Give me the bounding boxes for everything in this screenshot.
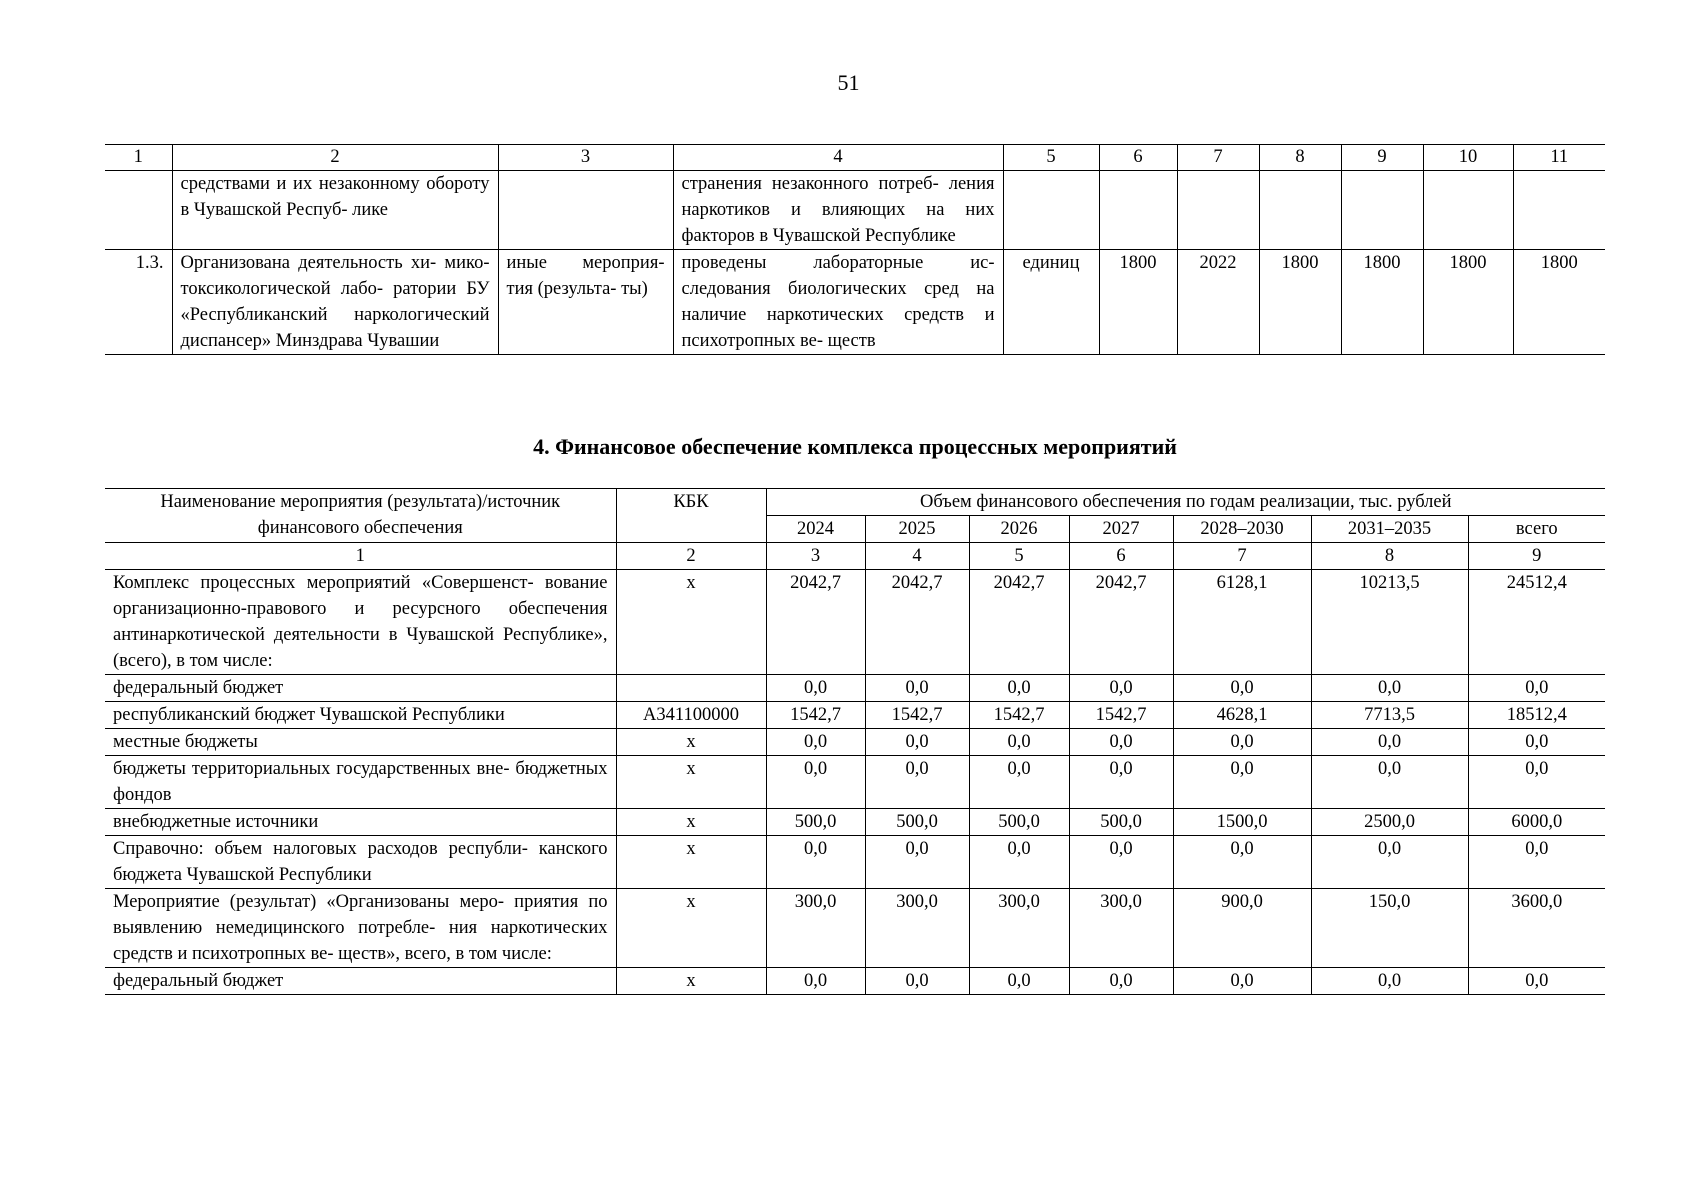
source-name: Мероприятие (результат) «Организованы меро- приятия по выявлению немедицинского потребле- ния наркотических средств и психотропных ве- ществ», всего, в том числе: <box>105 889 616 968</box>
column-number: 9 <box>1468 543 1605 570</box>
amount-cell: 0,0 <box>1069 675 1173 702</box>
column-number-row <box>105 145 1605 171</box>
amount-cell: 0,0 <box>969 968 1069 995</box>
value-8 <box>1259 171 1341 250</box>
value-9 <box>1341 171 1423 250</box>
column-number: 6 <box>1069 543 1173 570</box>
event-result: странения незаконного потреб- ления наркотиков и влияющих на них факторов в Чувашской Республике <box>673 171 1003 250</box>
kbk-code: x <box>616 968 766 995</box>
header-kbk: КБК <box>616 489 766 543</box>
amount-cell: 0,0 <box>969 756 1069 809</box>
table-row <box>105 809 1605 836</box>
value-9: 1800 <box>1341 250 1423 355</box>
amount-cell: 0,0 <box>1468 756 1605 809</box>
amount-cell: 300,0 <box>969 889 1069 968</box>
column-number: 9 <box>1341 145 1423 171</box>
amount-cell: 500,0 <box>766 809 865 836</box>
amount-cell: 0,0 <box>1468 968 1605 995</box>
column-number: 11 <box>1513 145 1605 171</box>
amount-cell: 0,0 <box>1468 675 1605 702</box>
amount-cell: 0,0 <box>766 836 865 889</box>
kbk-code <box>616 675 766 702</box>
kbk-code: x <box>616 836 766 889</box>
amount-cell: 1542,7 <box>766 702 865 729</box>
event-result: проведены лабораторные ис- следования биологических сред на наличие наркотических средств и психотропных ве- ществ <box>673 250 1003 355</box>
kbk-code: x <box>616 756 766 809</box>
header-year: всего <box>1468 516 1605 543</box>
table-row <box>105 675 1605 702</box>
amount-cell: 500,0 <box>969 809 1069 836</box>
kbk-code: x <box>616 729 766 756</box>
source-name: внебюджетные источники <box>105 809 616 836</box>
table-row <box>105 968 1605 995</box>
amount-cell: 0,0 <box>865 729 969 756</box>
value-8: 1800 <box>1259 250 1341 355</box>
column-number: 7 <box>1173 543 1311 570</box>
amount-cell: 0,0 <box>766 729 865 756</box>
amount-cell: 6128,1 <box>1173 570 1311 675</box>
column-number: 2 <box>616 543 766 570</box>
table-row <box>105 889 1605 968</box>
column-number: 1 <box>105 145 172 171</box>
amount-cell: 150,0 <box>1311 889 1468 968</box>
source-name: федеральный бюджет <box>105 968 616 995</box>
amount-cell: 2500,0 <box>1311 809 1468 836</box>
event-type <box>498 171 673 250</box>
header-year: 2026 <box>969 516 1069 543</box>
amount-cell: 500,0 <box>1069 809 1173 836</box>
unit: единиц <box>1003 250 1099 355</box>
indicators-table <box>105 144 1605 355</box>
table-row <box>105 702 1605 729</box>
table-row <box>105 570 1605 675</box>
amount-cell: 0,0 <box>1311 836 1468 889</box>
header-name: Наименование мероприятия (результата)/источник финансового обеспечения <box>105 489 616 543</box>
amount-cell: 0,0 <box>969 836 1069 889</box>
amount-cell: 900,0 <box>1173 889 1311 968</box>
amount-cell: 0,0 <box>865 968 969 995</box>
amount-cell: 300,0 <box>766 889 865 968</box>
value-6 <box>1099 171 1177 250</box>
amount-cell: 0,0 <box>1311 756 1468 809</box>
amount-cell: 0,0 <box>1069 729 1173 756</box>
amount-cell: 0,0 <box>1173 836 1311 889</box>
amount-cell: 7713,5 <box>1311 702 1468 729</box>
column-number: 6 <box>1099 145 1177 171</box>
row-number: 1.3. <box>105 250 172 355</box>
source-name: республиканский бюджет Чувашской Республики <box>105 702 616 729</box>
amount-cell: 1542,7 <box>865 702 969 729</box>
source-name: бюджеты территориальных государственных вне- бюджетных фондов <box>105 756 616 809</box>
amount-cell: 0,0 <box>1173 756 1311 809</box>
header-volume: Объем финансового обеспечения по годам реализации, тыс. рублей <box>766 489 1605 516</box>
column-number: 8 <box>1259 145 1341 171</box>
table-row <box>105 836 1605 889</box>
value-11: 1800 <box>1513 250 1605 355</box>
amount-cell: 500,0 <box>865 809 969 836</box>
amount-cell: 300,0 <box>865 889 969 968</box>
column-number: 4 <box>673 145 1003 171</box>
source-name: местные бюджеты <box>105 729 616 756</box>
source-name: Комплекс процессных мероприятий «Совершенст- вование организационно-правового и ресурсного обеспечения антинаркотической деятельности в Чувашской Республике», (всего), в том числе: <box>105 570 616 675</box>
amount-cell: 24512,4 <box>1468 570 1605 675</box>
amount-cell: 0,0 <box>766 675 865 702</box>
event-name: средствами и их незаконному обороту в Чувашской Респуб- лике <box>172 171 498 250</box>
amount-cell: 0,0 <box>766 968 865 995</box>
amount-cell: 0,0 <box>1311 675 1468 702</box>
amount-cell: 0,0 <box>865 836 969 889</box>
amount-cell: 1500,0 <box>1173 809 1311 836</box>
amount-cell: 4628,1 <box>1173 702 1311 729</box>
amount-cell: 0,0 <box>1069 836 1173 889</box>
amount-cell: 18512,4 <box>1468 702 1605 729</box>
amount-cell: 0,0 <box>1173 968 1311 995</box>
amount-cell: 0,0 <box>1069 756 1173 809</box>
kbk-code: x <box>616 889 766 968</box>
header-year: 2027 <box>1069 516 1173 543</box>
header-year: 2024 <box>766 516 865 543</box>
amount-cell: 0,0 <box>865 756 969 809</box>
header-row <box>105 489 1605 516</box>
source-name: Справочно: объем налоговых расходов республи- канского бюджета Чувашской Республики <box>105 836 616 889</box>
header-year: 2031–2035 <box>1311 516 1468 543</box>
column-number: 8 <box>1311 543 1468 570</box>
amount-cell: 2042,7 <box>865 570 969 675</box>
amount-cell: 6000,0 <box>1468 809 1605 836</box>
amount-cell: 1542,7 <box>969 702 1069 729</box>
value-10: 1800 <box>1423 250 1513 355</box>
value-7: 2022 <box>1177 250 1259 355</box>
event-name: Организована деятельность хи- мико-токсикологической лабо- ратории БУ «Республиканский наркологический диспансер» Минздрава Чувашии <box>172 250 498 355</box>
table-row <box>105 729 1605 756</box>
column-number: 5 <box>1003 145 1099 171</box>
value-6: 1800 <box>1099 250 1177 355</box>
amount-cell: 3600,0 <box>1468 889 1605 968</box>
value-10 <box>1423 171 1513 250</box>
amount-cell: 10213,5 <box>1311 570 1468 675</box>
amount-cell: 0,0 <box>1173 675 1311 702</box>
amount-cell: 2042,7 <box>969 570 1069 675</box>
amount-cell: 0,0 <box>1311 968 1468 995</box>
kbk-code: А341100000 <box>616 702 766 729</box>
amount-cell: 0,0 <box>969 675 1069 702</box>
amount-cell: 0,0 <box>766 756 865 809</box>
value-11 <box>1513 171 1605 250</box>
kbk-code: x <box>616 809 766 836</box>
column-number: 3 <box>498 145 673 171</box>
amount-cell: 0,0 <box>1311 729 1468 756</box>
section-title: 4. Финансовое обеспечение комплекса процессных мероприятий <box>533 434 1177 459</box>
column-number: 7 <box>1177 145 1259 171</box>
table-row <box>105 250 1605 355</box>
source-name: федеральный бюджет <box>105 675 616 702</box>
amount-cell: 1542,7 <box>1069 702 1173 729</box>
amount-cell: 0,0 <box>969 729 1069 756</box>
amount-cell: 0,0 <box>1468 729 1605 756</box>
header-year: 2025 <box>865 516 969 543</box>
header-year: 2028–2030 <box>1173 516 1311 543</box>
row-number <box>105 171 172 250</box>
column-number: 5 <box>969 543 1069 570</box>
amount-cell: 0,0 <box>1173 729 1311 756</box>
amount-cell: 0,0 <box>1468 836 1605 889</box>
column-number: 2 <box>172 145 498 171</box>
unit <box>1003 171 1099 250</box>
amount-cell: 300,0 <box>1069 889 1173 968</box>
value-7 <box>1177 171 1259 250</box>
financing-rows <box>105 570 1605 995</box>
column-number: 10 <box>1423 145 1513 171</box>
kbk-code: x <box>616 570 766 675</box>
amount-cell: 2042,7 <box>766 570 865 675</box>
amount-cell: 0,0 <box>865 675 969 702</box>
table-row <box>105 756 1605 809</box>
event-type: иные мероприя- тия (результа- ты) <box>498 250 673 355</box>
amount-cell: 0,0 <box>1069 968 1173 995</box>
amount-cell: 2042,7 <box>1069 570 1173 675</box>
column-number: 1 <box>105 543 616 570</box>
table-row <box>105 171 1605 250</box>
page-number: 51 <box>837 70 860 95</box>
financing-table <box>105 488 1605 995</box>
column-number: 4 <box>865 543 969 570</box>
column-number-row <box>105 543 1605 570</box>
column-number: 3 <box>766 543 865 570</box>
